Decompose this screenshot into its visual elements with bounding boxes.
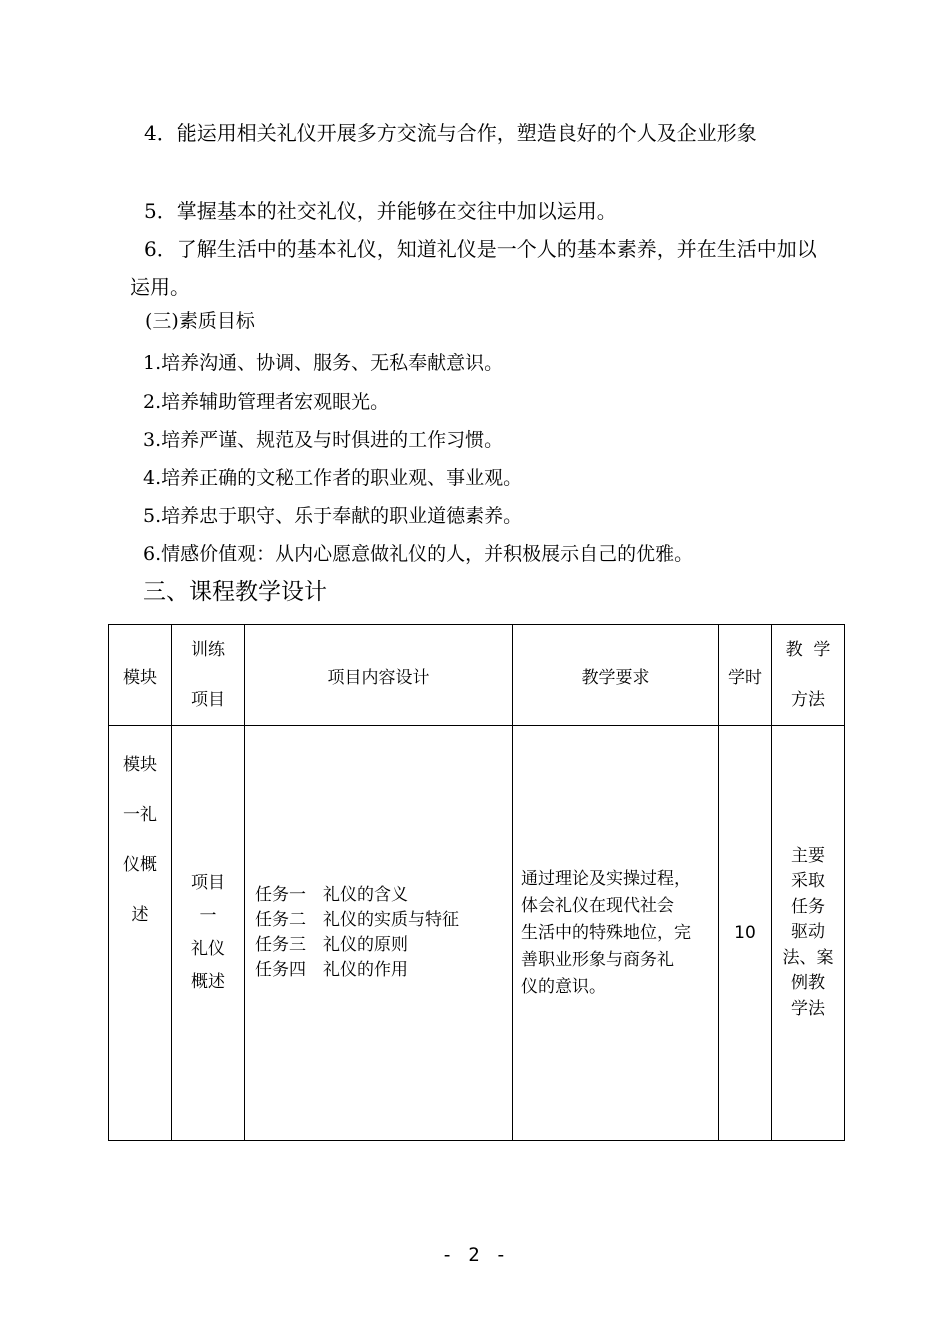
cell-project	[172, 726, 245, 1141]
cell-tasks	[245, 726, 513, 1141]
requirements-line: 生活中的特殊地位，完	[521, 922, 691, 943]
header-content-design: 项目内容设计	[245, 625, 513, 726]
header-method-line2: 方法	[791, 690, 825, 710]
project-line: 概述	[191, 972, 225, 992]
cell-requirements	[513, 726, 719, 1141]
requirements-line: 通过理论及实操过程，	[521, 868, 691, 889]
method-line: 采取	[791, 871, 825, 892]
header-method-line1: 教 学	[785, 640, 831, 660]
method-line: 法、案	[782, 947, 834, 968]
goal-text-4: 4．能运用相关礼仪开展多方交流与合作，塑造良好的个人及企业形象	[144, 121, 757, 145]
quality-goal-item: 1.培养沟通、协调、服务、无私奉献意识。	[143, 352, 504, 374]
quality-goal-item: 6.情感价值观：从内心愿意做礼仪的人，并积极展示自己的优雅。	[143, 543, 694, 565]
header-training-line1: 训练	[191, 640, 225, 660]
goal-text-5: 5．掌握基本的社交礼仪，并能够在交往中加以运用。	[144, 199, 617, 223]
table-row	[109, 726, 845, 1141]
cell-module	[109, 726, 172, 1141]
header-module: 模块	[109, 625, 172, 726]
goal-text-6: 6．了解生活中的基本礼仪，知道礼仪是一个人的基本素养，并在生活中加以运用。	[130, 237, 817, 299]
task-item: 任务三 礼仪的原则	[255, 935, 408, 955]
goal-paragraph-4	[130, 114, 820, 152]
module-line: 一礼	[123, 805, 157, 825]
project-line: 一	[199, 906, 217, 926]
method-line: 任务	[791, 896, 825, 917]
cell-hours: 10	[719, 726, 772, 1141]
method-line: 学法	[791, 998, 825, 1019]
quality-goal-item: 4.培养正确的文秘工作者的职业观、事业观。	[143, 467, 523, 489]
section-heading-course-design: 三、课程教学设计	[143, 579, 327, 605]
quality-goal-item: 3.培养严谨、规范及与时俱进的工作习惯。	[143, 429, 504, 451]
method-line: 例教	[791, 973, 825, 994]
goal-paragraph-6	[130, 230, 820, 306]
project-line: 项目	[191, 873, 225, 893]
header-hours: 学时	[719, 625, 772, 726]
requirements-line: 体会礼仪在现代社会	[521, 895, 674, 916]
quality-goal-item: 2.培养辅助管理者宏观眼光。	[143, 391, 390, 413]
task-item: 任务二 礼仪的实质与特征	[255, 910, 459, 930]
cell-method	[772, 726, 845, 1141]
quality-goals-heading: (三)素质目标	[145, 310, 255, 332]
module-line: 模块	[123, 755, 157, 775]
method-line: 驱动	[791, 922, 825, 943]
goal-paragraph-5	[130, 192, 820, 230]
requirements-line: 善职业形象与商务礼	[521, 949, 674, 970]
table-header-row	[109, 625, 845, 726]
header-training-line2: 项目	[191, 690, 225, 710]
module-line: 仪概	[123, 855, 157, 875]
method-line: 主要	[791, 845, 825, 866]
course-design-table	[108, 624, 845, 1141]
task-item: 任务一 礼仪的含义	[255, 885, 408, 905]
quality-goal-item: 5.培养忠于职守、乐于奉献的职业道德素养。	[143, 505, 523, 527]
task-item: 任务四 礼仪的作用	[255, 960, 408, 980]
header-method	[772, 625, 845, 726]
module-line: 述	[131, 905, 149, 925]
requirements-line: 仪的意识。	[521, 976, 606, 997]
project-line: 礼仪	[191, 939, 225, 959]
page-number: - 2 -	[441, 1244, 509, 1266]
header-training-project	[172, 625, 245, 726]
header-requirements: 教学要求	[513, 625, 719, 726]
